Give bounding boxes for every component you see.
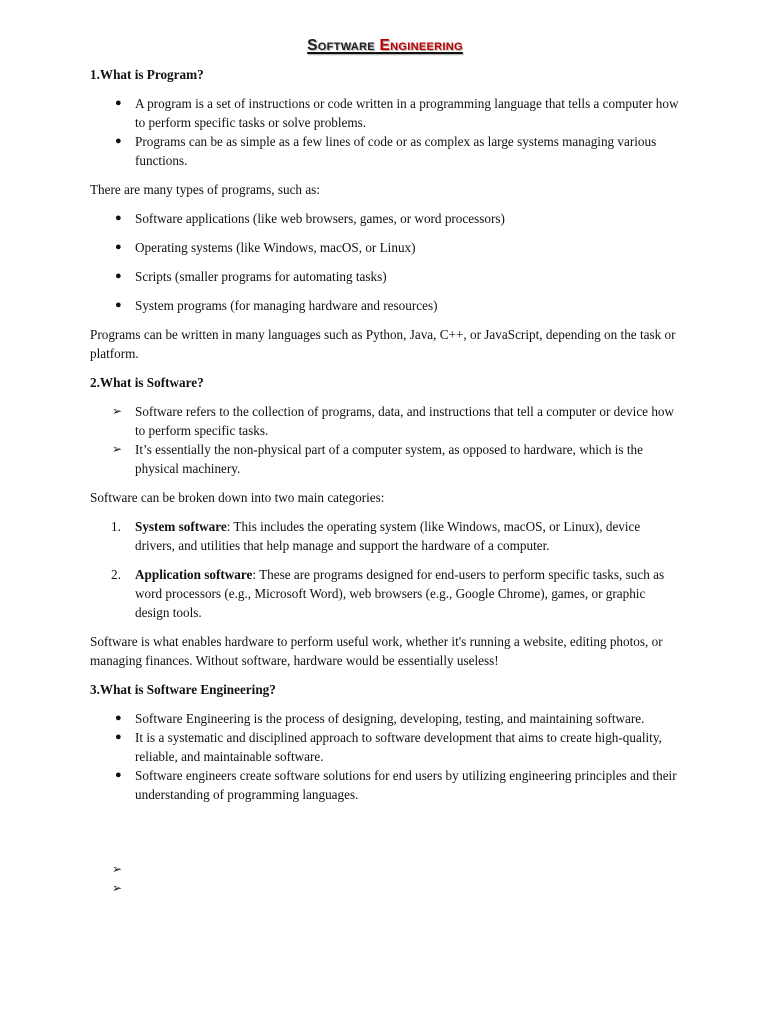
- document-title: [90, 36, 680, 55]
- list-item: ● Software Engineering is the process of designing, developing, testing, and maintaining software.: [115, 711, 645, 726]
- list-item: [90, 860, 680, 879]
- empty-arrow-list: [90, 860, 680, 898]
- list-item: ● Scripts (smaller programs for automating tasks): [115, 269, 387, 284]
- program-languages-paragraph: Programs can be written in many languages such as Python, Java, C++, or JavaScript, depending on the task or platform.: [90, 327, 676, 361]
- category-term: Application software: [135, 567, 253, 582]
- section-heading-software-engineering: 3.What is Software Engineering?: [90, 682, 276, 697]
- software-engineering-list: [90, 709, 680, 804]
- bullet-icon: ●: [115, 731, 122, 743]
- list-item: ➢ Software refers to the collection of programs, data, and instructions that tell a computer or device how to perform specific tasks.: [112, 404, 675, 438]
- bullet-icon: ●: [115, 241, 122, 253]
- arrow-bullet-icon: ➢: [112, 862, 123, 876]
- list-item: ● System programs (for managing hardware and resources): [115, 298, 438, 313]
- list-number: 2.: [111, 567, 121, 582]
- bullet-icon: ●: [115, 212, 122, 224]
- arrow-bullet-icon: ➢: [112, 442, 123, 456]
- list-item: ● Programs can be as simple as a few lines of code or as complex as large systems managing various functions.: [115, 134, 657, 168]
- bullet-icon: ●: [115, 97, 122, 109]
- software-categories-list: [90, 517, 680, 622]
- bullet-icon: ●: [115, 712, 122, 724]
- list-item: ● A program is a set of instructions or code written in a programming language that tells a computer how to perform specific tasks or solve problems.: [115, 96, 679, 130]
- list-item: ● Software applications (like web browsers, games, or word processors): [115, 211, 505, 226]
- section-heading-software: 2.What is Software?: [90, 375, 204, 390]
- software-categories-intro: Software can be broken down into two main categories:: [90, 490, 385, 505]
- list-item: ● Operating systems (like Windows, macOS, or Linux): [115, 240, 416, 255]
- section-heading-program: 1.What is Program?: [90, 67, 204, 82]
- list-item: ● It is a systematic and disciplined approach to software development that aims to create high-quality, reliable, and maintainable software.: [115, 730, 662, 764]
- software-importance-paragraph: Software is what enables hardware to perform useful work, whether it's running a website, editing photos, or managing finances. Without software, hardware would be essentially useless!: [90, 634, 663, 668]
- title-word-engineering: Engineering: [379, 37, 463, 54]
- software-definition-list: [90, 402, 680, 478]
- arrow-bullet-icon: ➢: [112, 881, 123, 895]
- arrow-bullet-icon: ➢: [112, 404, 123, 418]
- list-item: [90, 565, 680, 622]
- bullet-icon: ●: [115, 270, 122, 282]
- program-types-list: [90, 209, 680, 315]
- list-item: ● Software engineers create software solutions for end users by utilizing engineering principles and their understanding of programming languages.: [115, 768, 677, 802]
- list-item: [90, 879, 680, 898]
- title-word-software: Software: [307, 37, 375, 54]
- list-item: [90, 517, 680, 555]
- category-description: : These are programs designed for end-users to perform specific tasks, such as word processors (e.g., Microsoft Word), web browsers (e.g., Google Chrome), games, or graphic design tools.: [135, 567, 665, 620]
- category-description: : This includes the operating system (like Windows, macOS, or Linux), device drivers, and utilities that help manage and support the hardware of a computer.: [135, 519, 641, 553]
- list-item: ➢ It’s essentially the non-physical part of a computer system, as opposed to hardware, which is the physical machinery.: [112, 442, 643, 476]
- program-types-intro: There are many types of programs, such as:: [90, 182, 320, 197]
- bullet-icon: ●: [115, 135, 122, 147]
- bullet-icon: ●: [115, 769, 122, 781]
- list-number: 1.: [111, 519, 121, 534]
- program-definition-list: [90, 94, 680, 170]
- bullet-icon: ●: [115, 299, 122, 311]
- category-term: System software: [135, 519, 227, 534]
